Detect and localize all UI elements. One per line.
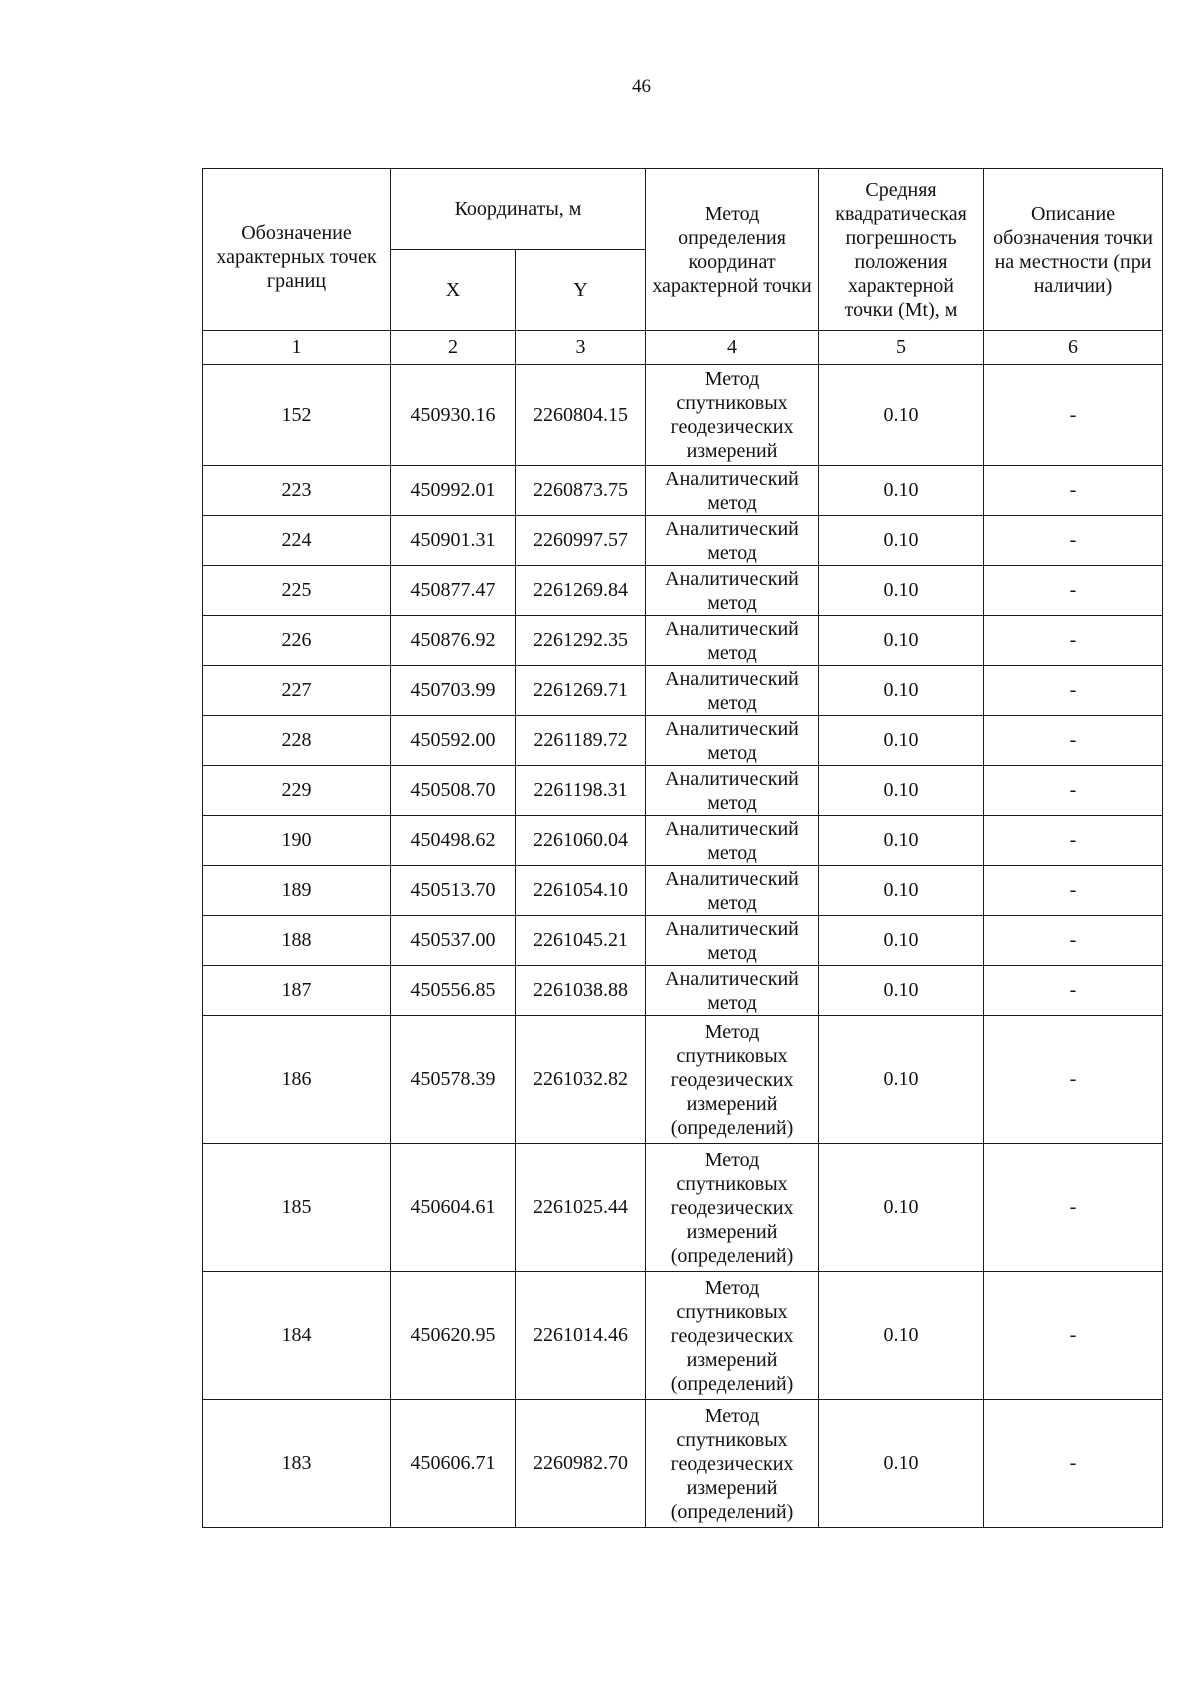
cell-error: 0.10: [819, 716, 984, 766]
table-row: [203, 1016, 1163, 1144]
column-number-row: [203, 331, 1163, 365]
cell-method: Метод спутниковых геодезических измерений: [646, 365, 819, 466]
cell-point: 189: [203, 866, 391, 916]
cell-error: 0.10: [819, 1400, 984, 1528]
cell-error: 0.10: [819, 916, 984, 966]
cell-point: 187: [203, 966, 391, 1016]
header-x: X: [391, 250, 516, 331]
table-row: [203, 666, 1163, 716]
cell-method: Метод спутниковых геодезических измерений (определений): [646, 1144, 819, 1272]
coordinates-table: [202, 168, 1163, 1528]
cell-error: 0.10: [819, 966, 984, 1016]
cell-error: 0.10: [819, 566, 984, 616]
cell-method: Аналитический метод: [646, 766, 819, 816]
column-number: 1: [203, 331, 391, 365]
header-point-designation: Обозначение характерных точек границ: [203, 169, 391, 331]
column-number: 6: [984, 331, 1163, 365]
cell-point: 223: [203, 466, 391, 516]
cell-description: -: [984, 466, 1163, 516]
cell-error: 0.10: [819, 816, 984, 866]
cell-x: 450513.70: [391, 866, 516, 916]
cell-y: 2261292.35: [516, 616, 646, 666]
cell-error: 0.10: [819, 616, 984, 666]
cell-point: 224: [203, 516, 391, 566]
table-header: [203, 169, 1163, 365]
cell-y: 2260982.70: [516, 1400, 646, 1528]
table-row: [203, 816, 1163, 866]
cell-x: 450703.99: [391, 666, 516, 716]
table-row: [203, 1272, 1163, 1400]
cell-x: 450556.85: [391, 966, 516, 1016]
page-number: 46: [632, 76, 651, 97]
cell-description: -: [984, 616, 1163, 666]
table-row: [203, 966, 1163, 1016]
cell-y: 2261054.10: [516, 866, 646, 916]
cell-description: -: [984, 816, 1163, 866]
cell-y: 2261038.88: [516, 966, 646, 1016]
cell-method: Метод спутниковых геодезических измерений (определений): [646, 1272, 819, 1400]
cell-description: -: [984, 716, 1163, 766]
cell-y: 2261269.84: [516, 566, 646, 616]
cell-x: 450498.62: [391, 816, 516, 866]
cell-x: 450592.00: [391, 716, 516, 766]
table-body: [203, 365, 1163, 1528]
cell-error: 0.10: [819, 666, 984, 716]
cell-method: Аналитический метод: [646, 816, 819, 866]
cell-point: 188: [203, 916, 391, 966]
cell-x: 450620.95: [391, 1272, 516, 1400]
table-row: [203, 1144, 1163, 1272]
cell-method: Метод спутниковых геодезических измерений (определений): [646, 1016, 819, 1144]
cell-error: 0.10: [819, 365, 984, 466]
table-row: [203, 716, 1163, 766]
cell-error: 0.10: [819, 1016, 984, 1144]
cell-y: 2261269.71: [516, 666, 646, 716]
cell-description: -: [984, 916, 1163, 966]
cell-y: 2260804.15: [516, 365, 646, 466]
cell-y: 2260873.75: [516, 466, 646, 516]
cell-y: 2260997.57: [516, 516, 646, 566]
table-row: [203, 365, 1163, 466]
cell-x: 450877.47: [391, 566, 516, 616]
cell-x: 450578.39: [391, 1016, 516, 1144]
table-row: [203, 516, 1163, 566]
cell-description: -: [984, 1400, 1163, 1528]
table-row: [203, 616, 1163, 666]
cell-y: 2261045.21: [516, 916, 646, 966]
cell-method: Метод спутниковых геодезических измерений (определений): [646, 1400, 819, 1528]
table-row: [203, 866, 1163, 916]
table-row: [203, 1400, 1163, 1528]
cell-method: Аналитический метод: [646, 466, 819, 516]
cell-x: 450992.01: [391, 466, 516, 516]
table-row: [203, 566, 1163, 616]
cell-description: -: [984, 1016, 1163, 1144]
column-number: 4: [646, 331, 819, 365]
cell-y: 2261014.46: [516, 1272, 646, 1400]
cell-x: 450901.31: [391, 516, 516, 566]
cell-point: 225: [203, 566, 391, 616]
header-coordinates: Координаты, м: [391, 169, 646, 250]
table-row: [203, 766, 1163, 816]
cell-method: Аналитический метод: [646, 666, 819, 716]
cell-point: 228: [203, 716, 391, 766]
cell-error: 0.10: [819, 466, 984, 516]
cell-error: 0.10: [819, 1272, 984, 1400]
cell-point: 184: [203, 1272, 391, 1400]
cell-description: -: [984, 966, 1163, 1016]
cell-error: 0.10: [819, 516, 984, 566]
cell-method: Аналитический метод: [646, 716, 819, 766]
header-description: Описание обозначения точки на местности (при наличии): [984, 169, 1163, 331]
table-row: [203, 916, 1163, 966]
cell-point: 185: [203, 1144, 391, 1272]
header-y: Y: [516, 250, 646, 331]
cell-point: 226: [203, 616, 391, 666]
cell-description: -: [984, 766, 1163, 816]
cell-method: Аналитический метод: [646, 616, 819, 666]
table-row: [203, 466, 1163, 516]
cell-x: 450537.00: [391, 916, 516, 966]
cell-description: -: [984, 1144, 1163, 1272]
cell-description: -: [984, 516, 1163, 566]
cell-x: 450606.71: [391, 1400, 516, 1528]
cell-point: 183: [203, 1400, 391, 1528]
cell-description: -: [984, 566, 1163, 616]
cell-point: 229: [203, 766, 391, 816]
cell-description: -: [984, 666, 1163, 716]
cell-x: 450508.70: [391, 766, 516, 816]
cell-point: 152: [203, 365, 391, 466]
column-number: 5: [819, 331, 984, 365]
cell-error: 0.10: [819, 766, 984, 816]
cell-method: Аналитический метод: [646, 566, 819, 616]
cell-x: 450930.16: [391, 365, 516, 466]
cell-method: Аналитический метод: [646, 516, 819, 566]
cell-point: 186: [203, 1016, 391, 1144]
cell-error: 0.10: [819, 866, 984, 916]
cell-method: Аналитический метод: [646, 966, 819, 1016]
column-number: 2: [391, 331, 516, 365]
cell-x: 450604.61: [391, 1144, 516, 1272]
cell-method: Аналитический метод: [646, 916, 819, 966]
header-method: Метод определения координат характерной точки: [646, 169, 819, 331]
cell-y: 2261198.31: [516, 766, 646, 816]
column-number: 3: [516, 331, 646, 365]
cell-description: -: [984, 866, 1163, 916]
header-error: Средняя квадратическая погрешность положения характерной точки (Mt), м: [819, 169, 984, 331]
cell-y: 2261060.04: [516, 816, 646, 866]
cell-y: 2261189.72: [516, 716, 646, 766]
cell-error: 0.10: [819, 1144, 984, 1272]
cell-description: -: [984, 1272, 1163, 1400]
cell-description: -: [984, 365, 1163, 466]
cell-point: 227: [203, 666, 391, 716]
cell-y: 2261032.82: [516, 1016, 646, 1144]
cell-point: 190: [203, 816, 391, 866]
cell-x: 450876.92: [391, 616, 516, 666]
cell-y: 2261025.44: [516, 1144, 646, 1272]
cell-method: Аналитический метод: [646, 866, 819, 916]
